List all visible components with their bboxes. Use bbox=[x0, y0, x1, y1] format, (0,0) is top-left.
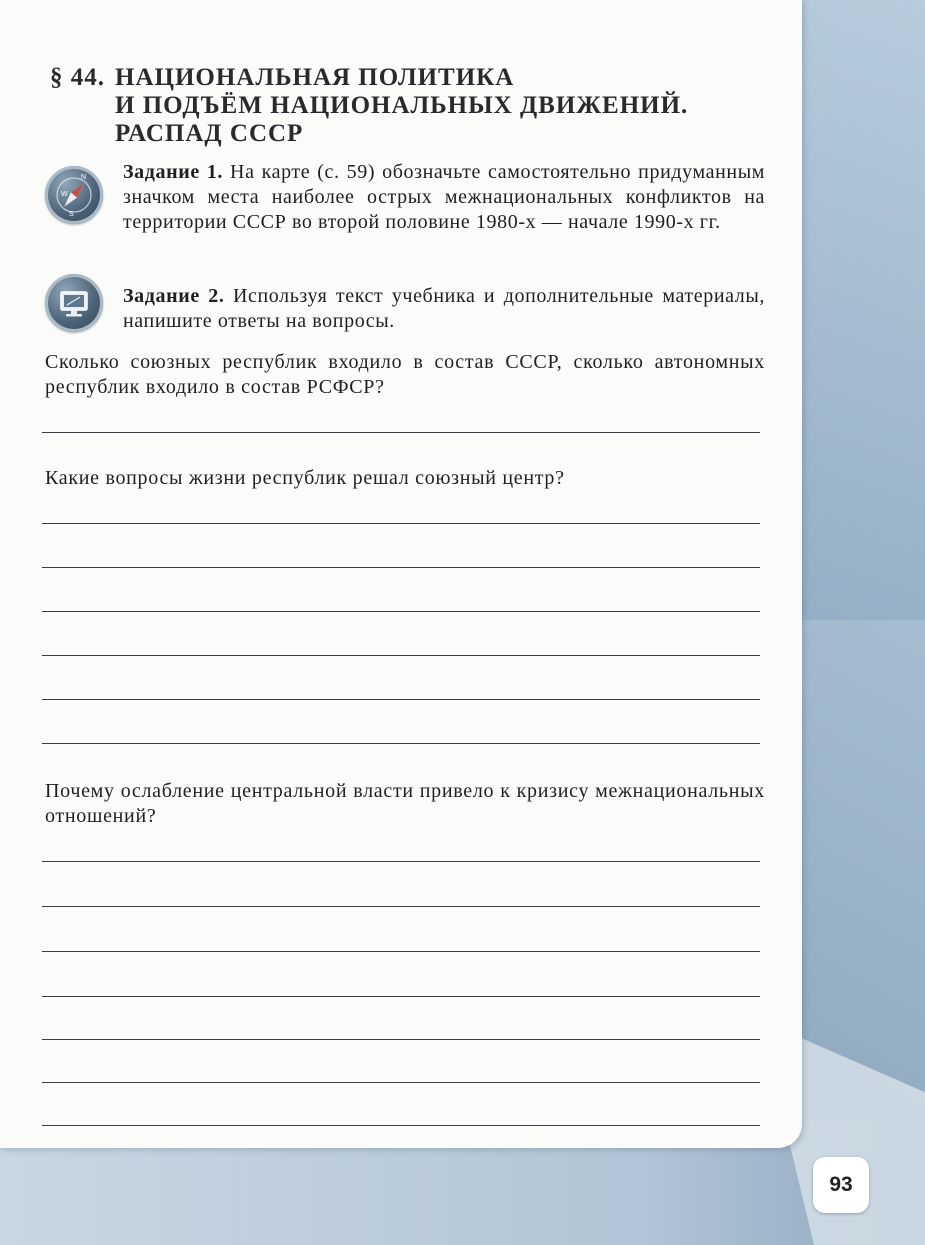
answer-line[interactable] bbox=[42, 699, 760, 700]
compass-icon bbox=[45, 166, 103, 224]
answer-line[interactable] bbox=[42, 861, 760, 862]
monitor-icon bbox=[45, 274, 103, 332]
question-2: Какие вопросы жизни республик решал союзный центр? bbox=[45, 467, 565, 489]
answer-line[interactable] bbox=[42, 743, 760, 744]
svg-text:W: W bbox=[61, 191, 68, 198]
question-3: Почему ослабление центральной власти привело к кризису межнациональных отношений? bbox=[45, 780, 765, 827]
title-line: И ПОДЪЁМ НАЦИОНАЛЬНЫХ ДВИЖЕНИЙ. bbox=[115, 92, 689, 119]
task-text: На карте (с. 59) обозначьте самостоятельно придуманным значком места наиболее острых межнациональных конфликтов на территории СССР во второй половине 1980-х — начале 1990-х гг. bbox=[123, 161, 765, 233]
task-label: Задание 1. bbox=[123, 161, 224, 183]
section-number: § 44. bbox=[50, 64, 105, 91]
task-text: Используя текст учебника и дополнительные материалы, напишите ответы на вопросы. bbox=[123, 285, 765, 332]
answer-line[interactable] bbox=[42, 611, 760, 612]
svg-text:N: N bbox=[81, 174, 87, 181]
title-line: РАСПАД СССР bbox=[115, 120, 304, 147]
svg-text:S: S bbox=[69, 211, 74, 218]
answer-line[interactable] bbox=[42, 1125, 760, 1126]
page-number: 93 bbox=[813, 1157, 869, 1213]
section-title bbox=[50, 64, 750, 148]
task-label: Задание 2. bbox=[123, 285, 225, 307]
answer-line[interactable] bbox=[42, 951, 760, 952]
title-line: НАЦИОНАЛЬНАЯ ПОЛИТИКА bbox=[115, 64, 515, 91]
task-1 bbox=[123, 160, 765, 235]
task-2 bbox=[123, 284, 765, 334]
answer-line[interactable] bbox=[42, 523, 760, 524]
question-1: Сколько союзных республик входило в состав СССР, сколько автономных республик входило в состав РСФСР? bbox=[45, 351, 765, 398]
answer-line[interactable] bbox=[42, 655, 760, 656]
answer-line[interactable] bbox=[42, 996, 760, 997]
answer-line[interactable] bbox=[42, 567, 760, 568]
answer-line[interactable] bbox=[42, 432, 760, 433]
answer-line[interactable] bbox=[42, 1039, 760, 1040]
answer-line[interactable] bbox=[42, 906, 760, 907]
answer-line[interactable] bbox=[42, 1082, 760, 1083]
